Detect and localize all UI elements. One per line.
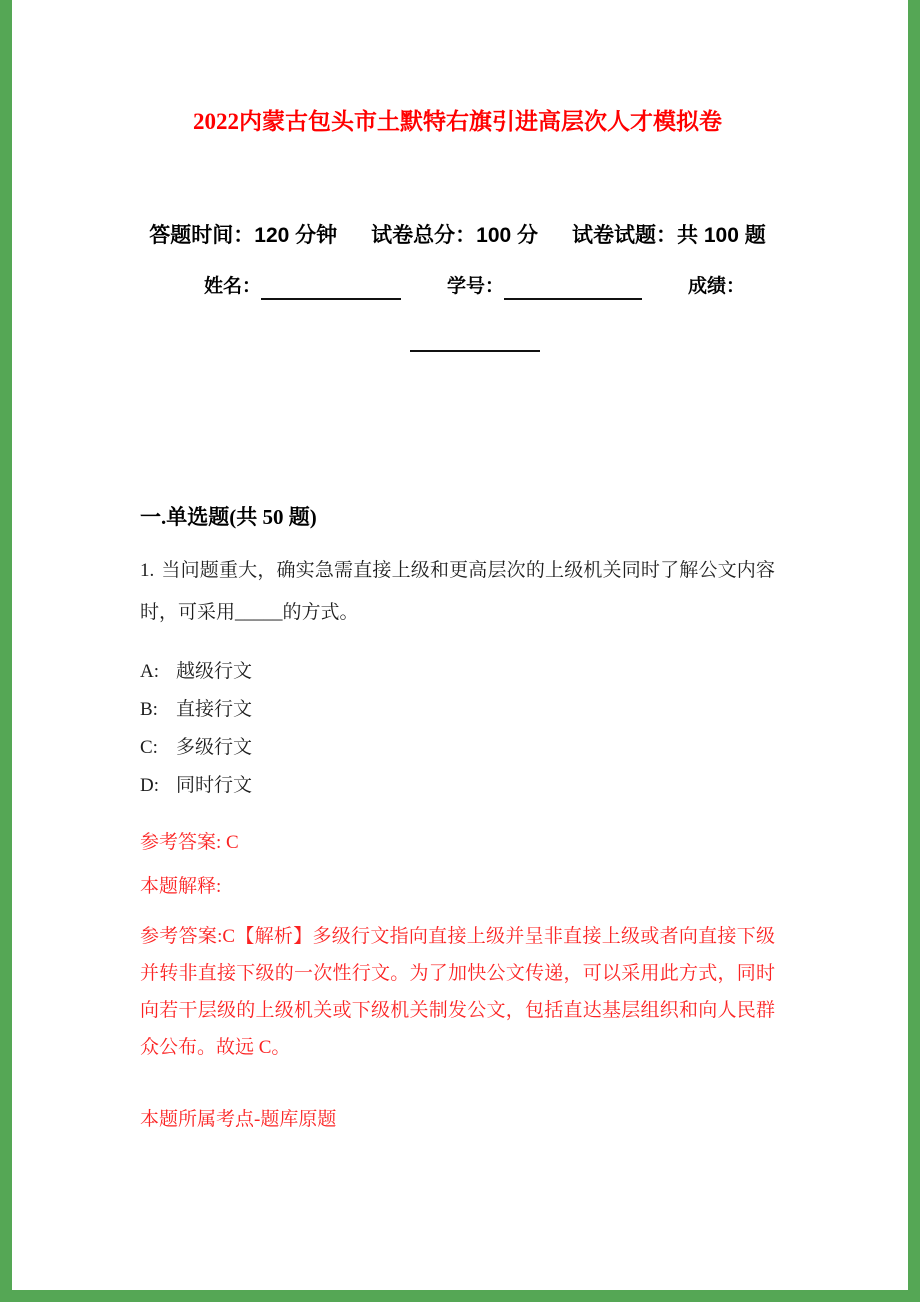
option-d-label: D: xyxy=(140,775,159,796)
section-heading: 一.单选题(共 50 题) xyxy=(140,505,317,529)
option-b-text: 直接行文 xyxy=(176,699,253,720)
meta-question-count: 试卷试题：共 100 题 xyxy=(572,224,766,247)
exam-title: 2022内蒙古包头市土默特右旗引进高层次人才模拟卷 xyxy=(193,109,722,134)
student-fields-row xyxy=(204,274,775,300)
option-d-text: 同时行文 xyxy=(176,775,253,796)
score-label: 成绩： xyxy=(688,276,746,297)
topic-note: 本题所属考点-题库原题 xyxy=(140,1109,337,1130)
name-blank xyxy=(261,278,401,300)
student-id-blank xyxy=(504,278,642,300)
name-label: 姓名： xyxy=(204,276,262,297)
answer-block xyxy=(140,831,775,1132)
option-d xyxy=(140,767,775,805)
score-blank-row xyxy=(140,330,775,352)
option-a-text: 越级行文 xyxy=(176,661,253,682)
score-blank xyxy=(410,330,540,352)
question-text: 当问题重大，确实急需直接上级和更高层次的上级机关同时了解公文内容时，可采用_____的方式。 xyxy=(140,560,775,623)
option-b xyxy=(140,691,775,729)
question-options xyxy=(140,653,775,805)
question-1 xyxy=(140,550,775,634)
option-c-label: C: xyxy=(140,737,158,758)
student-id-field xyxy=(447,274,642,300)
meta-duration: 答题时间：120 分钟 xyxy=(149,224,338,247)
option-a-label: A: xyxy=(140,661,159,682)
meta-total-score: 试卷总分：100 分 xyxy=(371,224,539,247)
option-a xyxy=(140,653,775,691)
option-b-label: B: xyxy=(140,699,158,720)
question-number: 1. xyxy=(140,560,155,581)
name-field xyxy=(204,274,401,300)
explanation-heading: 本题解释: xyxy=(140,876,222,897)
score-field xyxy=(688,274,745,300)
option-c xyxy=(140,729,775,767)
option-c-text: 多级行文 xyxy=(176,737,253,758)
student-id-label: 学号： xyxy=(447,276,505,297)
page-border-bottom xyxy=(0,1290,920,1302)
reference-answer: 参考答案: C xyxy=(140,832,239,853)
exam-meta-row xyxy=(140,222,775,250)
explanation-text: 参考答案:C【解析】多级行文指向直接上级并呈非直接上级或者向直接下级并转非直接下级的一次性行文。为了加快公文传递，可以采用此方式，同时向若干层级的上级机关或下级机关制发公文，包括直达基层组织和向人民群众公布。故远 C。 xyxy=(140,926,775,1058)
